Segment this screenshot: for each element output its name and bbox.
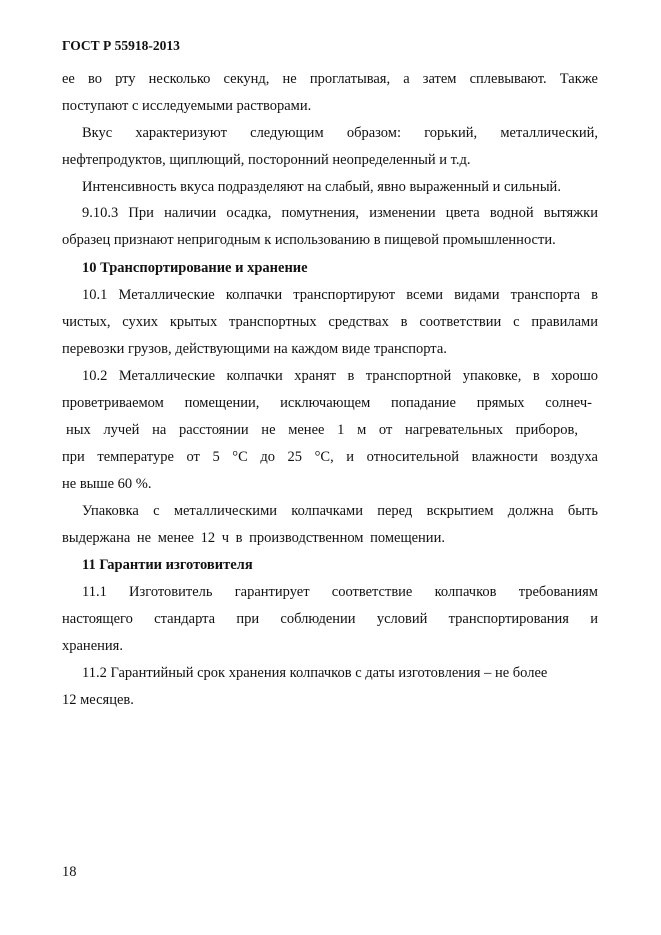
text-line: 9.10.3 При наличии осадка, помутнения, изменении цвета водной вытяжки bbox=[82, 205, 598, 221]
text-line: 11.2 Гарантийный срок хранения колпачков с даты изготовления – не более bbox=[82, 665, 548, 681]
text-line: 11.1 Изготовитель гарантирует соответствие колпачков требованиям bbox=[82, 584, 598, 600]
text-line: 10.2 Металлические колпачки хранят в транспортной упаковке, в хорошо bbox=[82, 368, 598, 384]
text-line: ных лучей на расстоянии не менее 1 м от нагревательных приборов, bbox=[66, 422, 578, 438]
document-header: ГОСТ Р 55918-2013 bbox=[62, 38, 180, 53]
text-line: при температуре от 5 °C до 25 °C, и относительной влажности воздуха bbox=[62, 449, 598, 465]
text-line: выдержана не менее 12 ч в производственном помещении. bbox=[62, 530, 445, 546]
text-line: 12 месяцев. bbox=[62, 692, 134, 708]
text-line: Вкус характеризуют следующим образом: горький, металлический, bbox=[82, 125, 598, 141]
text-line: перевозки грузов, действующими на каждом виде транспорта. bbox=[62, 341, 447, 357]
text-line: не выше 60 %. bbox=[62, 476, 152, 492]
text-line: ее во рту несколько секунд, не проглатывая, а затем сплевывают. Также bbox=[62, 71, 598, 87]
text-line: Интенсивность вкуса подразделяют на слабый, явно выраженный и сильный. bbox=[82, 179, 561, 195]
text-line: чистых, сухих крытых транспортных средствах в соответствии с правилами bbox=[62, 314, 598, 330]
text-line: хранения. bbox=[62, 638, 123, 654]
text-line: 10.1 Металлические колпачки транспортируют всеми видами транспорта в bbox=[82, 287, 598, 303]
text-line: Упаковка с металлическими колпачками перед вскрытием должна быть bbox=[82, 503, 598, 519]
text-line: проветриваемом помещении, исключающем попадание прямых солнеч- bbox=[62, 395, 592, 411]
text-line: нефтепродуктов, щиплющий, посторонний неопределенный и т.д. bbox=[62, 152, 471, 168]
section-heading: 10 Транспортирование и хранение bbox=[82, 260, 308, 276]
text-line: настоящего стандарта при соблюдении условий транспортирования и bbox=[62, 611, 598, 627]
text-line: поступают с исследуемыми растворами. bbox=[62, 98, 312, 114]
text-line: образец признают непригодным к использованию в пищевой промышленности. bbox=[62, 232, 556, 248]
section-heading: 11 Гарантии изготовителя bbox=[82, 557, 253, 573]
page-number: 18 bbox=[62, 864, 77, 880]
